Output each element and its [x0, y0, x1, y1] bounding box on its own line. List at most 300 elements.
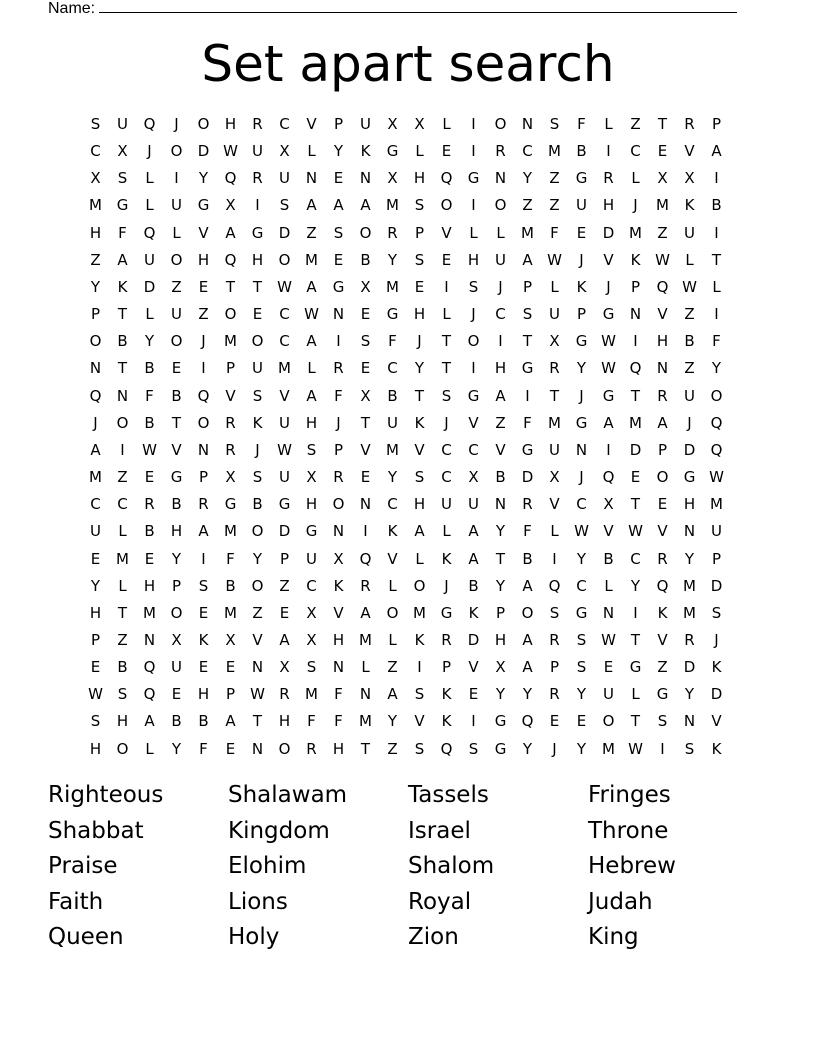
grid-letter: Q	[710, 440, 723, 459]
grid-letter: O	[251, 522, 264, 541]
word-bank-item: Hebrew	[588, 853, 676, 880]
grid-letter: D	[521, 468, 534, 487]
grid-letter: W	[88, 685, 103, 704]
grid-letter: J	[579, 468, 584, 487]
grid-letter: A	[225, 223, 236, 242]
word-bank-item: Judah	[588, 888, 653, 915]
grid-letter: A	[198, 522, 209, 541]
grid-letter: A	[360, 603, 371, 622]
word-bank-item: Lions	[228, 888, 288, 915]
grid-letter: B	[171, 386, 182, 405]
grid-letter: K	[441, 712, 452, 731]
grid-letter: L	[361, 658, 370, 677]
grid-letter: D	[278, 223, 291, 242]
grid-letter: U	[252, 359, 263, 378]
grid-letter: B	[117, 332, 128, 351]
grid-letter: N	[332, 305, 345, 324]
grid-letter: P	[414, 223, 425, 242]
grid-letter: B	[171, 712, 182, 731]
grid-letter: H	[656, 332, 669, 351]
grid-letter: L	[415, 142, 424, 161]
grid-letter: P	[711, 115, 722, 133]
letter-grid	[82, 111, 730, 763]
grid-letter: J	[444, 576, 449, 595]
grid-letter: R	[387, 223, 398, 242]
grid-letter: N	[89, 359, 102, 378]
grid-letter: E	[657, 142, 668, 161]
grid-letter: R	[549, 630, 560, 649]
grid-letter: V	[441, 223, 452, 242]
grid-letter: I	[660, 739, 665, 758]
grid-letter: B	[144, 413, 155, 432]
grid-letter: M	[89, 196, 102, 215]
grid-letter: R	[657, 549, 668, 568]
grid-letter: W	[277, 277, 292, 296]
grid-letter: I	[714, 305, 719, 324]
grid-letter: X	[468, 468, 479, 487]
grid-letter: U	[279, 468, 290, 487]
grid-letter: K	[576, 277, 587, 296]
grid-letter: O	[170, 332, 183, 351]
grid-letter: U	[90, 522, 101, 541]
grid-letter: D	[710, 685, 723, 704]
grid-letter: Y	[144, 332, 155, 351]
grid-letter: Y	[684, 549, 695, 568]
grid-letter: Z	[387, 658, 398, 677]
grid-letter: U	[279, 413, 290, 432]
grid-letter: Q	[224, 169, 237, 188]
grid-letter: I	[498, 332, 503, 351]
grid-letter: G	[386, 142, 399, 161]
grid-letter: C	[279, 332, 290, 351]
grid-letter: U	[495, 250, 506, 269]
grid-letter: P	[171, 576, 182, 595]
grid-letter: F	[712, 332, 721, 351]
grid-letter: P	[225, 685, 236, 704]
grid-letter: C	[387, 359, 398, 378]
word-bank-item: Shalawam	[228, 782, 348, 808]
grid-letter: R	[333, 359, 344, 378]
grid-letter: I	[471, 359, 476, 378]
grid-letter: T	[630, 386, 641, 405]
grid-letter: J	[606, 277, 611, 296]
grid-letter: W	[277, 440, 292, 459]
grid-letter: E	[549, 712, 560, 731]
grid-letter: J	[444, 413, 449, 432]
grid-letter: E	[225, 658, 236, 677]
grid-letter: V	[306, 115, 317, 133]
grid-letter: V	[387, 549, 398, 568]
grid-letter: L	[145, 739, 154, 758]
grid-letter: R	[252, 169, 263, 188]
grid-letter: C	[468, 440, 479, 459]
grid-letter: X	[603, 495, 614, 514]
grid-letter: E	[279, 603, 290, 622]
grid-letter: Q	[143, 658, 156, 677]
grid-letter: T	[441, 332, 452, 351]
grid-letter: L	[442, 522, 451, 541]
grid-letter: R	[306, 739, 317, 758]
grid-letter: U	[252, 142, 263, 161]
grid-letter: X	[117, 142, 128, 161]
grid-letter: R	[333, 468, 344, 487]
grid-letter: I	[363, 522, 368, 541]
grid-letter: Z	[684, 359, 695, 378]
grid-letter: A	[333, 196, 344, 215]
grid-letter: M	[683, 603, 696, 622]
grid-letter: K	[414, 630, 425, 649]
grid-letter: H	[278, 712, 291, 731]
grid-letter: G	[278, 495, 291, 514]
grid-letter: R	[549, 359, 560, 378]
grid-letter: C	[90, 142, 101, 161]
grid-letter: N	[359, 169, 372, 188]
grid-letter: K	[711, 658, 722, 677]
grid-letter: O	[278, 739, 291, 758]
grid-letter: G	[575, 169, 588, 188]
grid-letter: S	[468, 739, 479, 758]
grid-letter: B	[522, 549, 533, 568]
grid-letter: O	[656, 468, 669, 487]
grid-letter: K	[468, 603, 479, 622]
grid-letter: I	[714, 223, 719, 242]
grid-letter: H	[197, 250, 210, 269]
grid-letter: G	[683, 468, 696, 487]
grid-letter: X	[549, 332, 560, 351]
grid-letter: F	[334, 386, 343, 405]
grid-letter: Z	[657, 223, 668, 242]
grid-letter: C	[630, 142, 641, 161]
grid-letter: D	[602, 223, 615, 242]
grid-letter: M	[359, 712, 372, 731]
grid-letter: I	[471, 712, 476, 731]
grid-letter: Z	[657, 658, 668, 677]
grid-letter: A	[306, 277, 317, 296]
grid-letter: M	[386, 440, 399, 459]
grid-letter: N	[251, 739, 264, 758]
grid-letter: D	[197, 142, 210, 161]
grid-letter: J	[336, 413, 341, 432]
grid-letter: K	[198, 630, 209, 649]
grid-letter: X	[549, 468, 560, 487]
grid-letter: Q	[143, 685, 156, 704]
word-bank-item: Zion	[408, 924, 459, 951]
grid-letter: C	[441, 468, 452, 487]
grid-letter: D	[278, 522, 291, 541]
grid-letter: B	[144, 359, 155, 378]
grid-letter: S	[252, 386, 263, 405]
grid-letter: H	[305, 413, 318, 432]
grid-letter: T	[630, 712, 641, 731]
grid-letter: Y	[171, 739, 182, 758]
grid-letter: F	[334, 685, 343, 704]
grid-letter: N	[575, 440, 588, 459]
grid-letter: T	[117, 359, 128, 378]
grid-letter: C	[522, 142, 533, 161]
grid-letter: E	[603, 658, 614, 677]
grid-letter: H	[89, 223, 102, 242]
grid-letter: S	[306, 658, 317, 677]
grid-letter: M	[656, 196, 669, 215]
grid-letter: U	[549, 305, 560, 324]
grid-letter: V	[468, 413, 479, 432]
grid-letter: V	[603, 522, 614, 541]
grid-letter: T	[441, 359, 452, 378]
grid-letter: O	[251, 576, 264, 595]
grid-letter: U	[549, 440, 560, 459]
grid-letter: F	[145, 386, 154, 405]
grid-letter: V	[549, 495, 560, 514]
grid-letter: C	[576, 495, 587, 514]
grid-letter: A	[522, 630, 533, 649]
grid-letter: X	[684, 169, 695, 188]
grid-letter: X	[657, 169, 668, 188]
grid-letter: E	[360, 305, 371, 324]
grid-letter: L	[307, 359, 316, 378]
grid-letter: U	[171, 196, 182, 215]
grid-letter: N	[602, 603, 615, 622]
grid-letter: X	[225, 468, 236, 487]
grid-letter: A	[144, 712, 155, 731]
grid-letter: P	[441, 658, 452, 677]
grid-letter: H	[602, 196, 615, 215]
grid-letter: E	[252, 305, 263, 324]
grid-letter: Z	[117, 630, 128, 649]
grid-letter: L	[712, 277, 721, 296]
grid-letter: K	[414, 413, 425, 432]
word-bank	[48, 778, 768, 956]
grid-letter: V	[657, 630, 668, 649]
grid-letter: E	[360, 359, 371, 378]
grid-letter: H	[224, 115, 237, 133]
grid-letter: Z	[171, 277, 182, 296]
grid-letter: U	[468, 495, 479, 514]
grid-letter: H	[116, 712, 129, 731]
grid-letter: V	[279, 386, 290, 405]
grid-letter: M	[548, 413, 561, 432]
grid-letter: G	[467, 169, 480, 188]
grid-letter: X	[387, 115, 398, 133]
grid-letter: R	[225, 413, 236, 432]
grid-letter: V	[414, 712, 425, 731]
grid-letter: W	[655, 250, 670, 269]
grid-letter: H	[332, 739, 345, 758]
grid-letter: E	[414, 277, 425, 296]
grid-letter: P	[630, 277, 641, 296]
grid-letter: I	[714, 169, 719, 188]
grid-letter: L	[631, 685, 640, 704]
grid-letter: H	[413, 169, 426, 188]
grid-letter: C	[387, 495, 398, 514]
grid-letter: A	[522, 576, 533, 595]
grid-letter: G	[521, 359, 534, 378]
grid-letter: X	[171, 630, 182, 649]
word-bank-item: Israel	[408, 817, 471, 844]
grid-letter: X	[279, 142, 290, 161]
grid-letter: Y	[198, 169, 209, 188]
grid-letter: U	[441, 495, 452, 514]
grid-letter: O	[359, 223, 372, 242]
grid-letter: R	[441, 630, 452, 649]
grid-letter: Y	[387, 712, 398, 731]
grid-letter: H	[305, 495, 318, 514]
grid-letter: Q	[548, 576, 561, 595]
grid-letter: Y	[414, 359, 425, 378]
grid-letter: J	[687, 413, 692, 432]
grid-letter: Y	[333, 142, 344, 161]
grid-letter: U	[387, 413, 398, 432]
grid-letter: F	[307, 712, 316, 731]
grid-letter: I	[525, 386, 530, 405]
grid-letter: J	[579, 386, 584, 405]
grid-letter: V	[711, 712, 722, 731]
grid-letter: R	[684, 630, 695, 649]
grid-letter: V	[684, 142, 695, 161]
grid-letter: B	[117, 658, 128, 677]
grid-letter: J	[93, 413, 98, 432]
grid-letter: O	[116, 413, 129, 432]
grid-letter: E	[198, 603, 209, 622]
grid-letter: S	[414, 468, 425, 487]
grid-letter: B	[171, 495, 182, 514]
grid-letter: M	[710, 495, 723, 514]
grid-letter: S	[684, 739, 695, 758]
grid-letter: Q	[143, 115, 156, 133]
grid-letter: Q	[197, 386, 210, 405]
grid-letter: R	[522, 495, 533, 514]
grid-letter: M	[521, 223, 534, 242]
grid-letter: M	[116, 549, 129, 568]
grid-letter: B	[495, 468, 506, 487]
word-bank-item: Tassels	[408, 782, 489, 808]
grid-letter: Q	[359, 549, 372, 568]
grid-letter: X	[225, 630, 236, 649]
grid-letter: U	[117, 115, 128, 133]
grid-letter: I	[336, 332, 341, 351]
grid-letter: W	[304, 305, 319, 324]
grid-letter: O	[521, 603, 534, 622]
grid-letter: S	[522, 305, 533, 324]
grid-letter: Y	[252, 549, 263, 568]
grid-letter: E	[441, 250, 452, 269]
grid-letter: S	[414, 196, 425, 215]
grid-letter: U	[279, 169, 290, 188]
grid-letter: S	[414, 250, 425, 269]
grid-letter: S	[90, 712, 101, 731]
grid-letter: I	[255, 196, 260, 215]
grid-letter: O	[710, 386, 723, 405]
grid-letter: E	[630, 468, 641, 487]
grid-letter: F	[334, 712, 343, 731]
grid-letter: O	[170, 603, 183, 622]
grid-letter: E	[90, 658, 101, 677]
grid-letter: L	[442, 305, 451, 324]
word-bank-item: Royal	[408, 888, 472, 915]
grid-letter: Q	[224, 250, 237, 269]
grid-letter: G	[602, 386, 615, 405]
grid-letter: Q	[89, 386, 102, 405]
grid-letter: M	[224, 603, 237, 622]
grid-letter: T	[522, 332, 533, 351]
grid-letter: L	[145, 196, 154, 215]
grid-letter: M	[305, 250, 318, 269]
grid-letter: G	[197, 196, 210, 215]
grid-letter: O	[170, 142, 183, 161]
grid-letter: D	[683, 440, 696, 459]
grid-letter: E	[576, 712, 587, 731]
grid-letter: R	[198, 495, 209, 514]
grid-letter: H	[89, 603, 102, 622]
grid-letter: R	[684, 115, 695, 133]
grid-letter: H	[197, 685, 210, 704]
grid-letter: K	[684, 196, 695, 215]
grid-letter: F	[388, 332, 397, 351]
grid-letter: K	[441, 685, 452, 704]
grid-letter: U	[360, 115, 371, 133]
grid-letter: O	[251, 332, 264, 351]
grid-letter: Z	[90, 250, 101, 269]
grid-letter: E	[333, 169, 344, 188]
grid-letter: Y	[684, 685, 695, 704]
grid-letter: G	[251, 223, 264, 242]
grid-letter: L	[550, 277, 559, 296]
grid-letter: C	[117, 495, 128, 514]
grid-letter: V	[468, 658, 479, 677]
grid-letter: Z	[117, 468, 128, 487]
grid-letter: G	[521, 440, 534, 459]
grid-letter: V	[252, 630, 263, 649]
grid-letter: O	[386, 603, 399, 622]
grid-letter: E	[333, 250, 344, 269]
grid-letter: P	[657, 440, 668, 459]
grid-letter: B	[360, 250, 371, 269]
grid-letter: A	[495, 386, 506, 405]
grid-letter: S	[549, 603, 560, 622]
grid-letter: G	[386, 305, 399, 324]
word-bank-item: King	[588, 924, 639, 951]
grid-letter: O	[170, 250, 183, 269]
grid-letter: C	[306, 576, 317, 595]
word-bank-item: Shabbat	[48, 817, 144, 844]
grid-letter: E	[144, 468, 155, 487]
grid-letter: U	[171, 305, 182, 324]
grid-letter: E	[468, 685, 479, 704]
grid-letter: O	[332, 495, 345, 514]
grid-letter: L	[685, 250, 694, 269]
grid-letter: W	[547, 250, 562, 269]
grid-letter: Q	[521, 712, 534, 731]
grid-letter: P	[90, 630, 101, 649]
page-title: Set apart search	[201, 35, 615, 93]
grid-letter: A	[360, 196, 371, 215]
grid-letter: Y	[495, 685, 506, 704]
grid-letter: A	[306, 332, 317, 351]
grid-letter: P	[90, 305, 101, 324]
grid-letter: R	[225, 440, 236, 459]
grid-letter: F	[523, 522, 532, 541]
grid-letter: F	[226, 549, 235, 568]
grid-letter: M	[683, 576, 696, 595]
grid-letter: L	[496, 223, 505, 242]
grid-letter: Y	[495, 576, 506, 595]
grid-letter: Y	[522, 685, 533, 704]
grid-letter: L	[388, 576, 397, 595]
grid-letter: V	[198, 223, 209, 242]
grid-letter: N	[359, 685, 372, 704]
grid-letter: Y	[576, 359, 587, 378]
grid-letter: U	[171, 658, 182, 677]
grid-letter: A	[279, 630, 290, 649]
